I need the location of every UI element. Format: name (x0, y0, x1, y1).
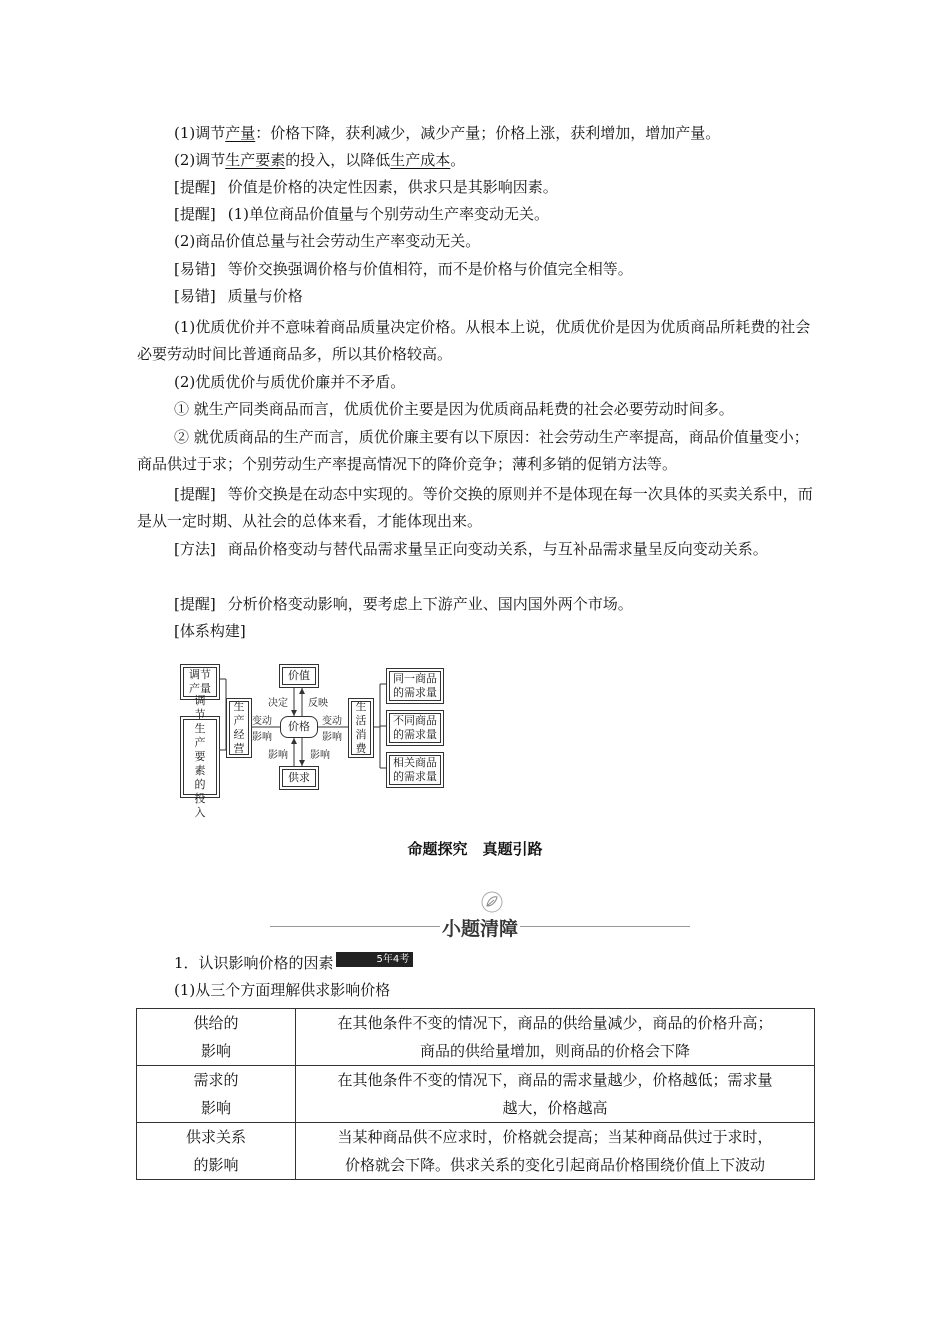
table-row-header: 需求的 影响 (137, 1066, 296, 1123)
para-quality-price: (1)优质优价并不意味着商品质量决定价格。从根本上说，优质优价是因为优质商品所耗费的社会必要劳动时间比普通商品多，所以其价格较高。 (137, 318, 811, 363)
label-change-right: 变动 (322, 716, 342, 727)
para-adjust-output: (1)调节产量：价格下降，获利减少，减少产量；价格上涨，获利增加，增加产量。 (174, 124, 721, 142)
para-error-2: [易错] 质量与价格 (174, 287, 303, 305)
box-price: 价格 (280, 716, 318, 738)
box-production: 生产经营 (226, 698, 252, 758)
box-related-goods-demand: 相关商品的需求量 (386, 752, 444, 788)
box-adjust-output: 调节产量 (180, 664, 220, 700)
label-influence-right: 影响 (322, 732, 342, 743)
para-total-value: (2)商品价值总量与社会劳动生产率变动无关。 (174, 232, 481, 250)
table-cell: 在其他条件不变的情况下，商品的需求量越少，价格越低；需求量 越大，价格越高 (296, 1066, 815, 1123)
para-error-1: [易错] 等价交换强调价格与价值相符，而不是价格与价值完全相等。 (174, 260, 633, 278)
concept-diagram (176, 660, 446, 819)
label-influence-left: 影响 (252, 732, 272, 743)
supply-demand-table (136, 1008, 815, 1180)
label-change-left: 变动 (252, 716, 272, 727)
para-reminder-2: [提醒] (1)单位商品价值量与个别劳动生产率变动无关。 (174, 205, 549, 223)
label-decide: 决定 (268, 698, 288, 709)
para-point-2: ② 就优质商品的生产而言，质优价廉主要有以下原因：社会劳动生产率提高，商品价值量变小；商品供过于求；个别劳动生产率提高情况下的降价竞争；薄利多销的促销方法等。 (137, 428, 809, 473)
label-reflect: 反映 (308, 698, 328, 709)
table-row-header: 供求关系 的影响 (137, 1123, 296, 1180)
box-value: 价值 (279, 664, 319, 688)
table-row (137, 1123, 815, 1180)
banner-title: 小题清障 (441, 918, 518, 940)
para-reminder-3: [提醒] 等价交换是在动态中实现的。等价交换的原则并不是体现在每一次具体的买卖关系中，而是从一定时期、从社会的总体来看，才能体现出来。 (137, 485, 813, 530)
leaf-icon (480, 890, 504, 914)
label-influence-bottom-right: 影响 (310, 750, 330, 761)
frequency-badge: 5年4考 (336, 952, 414, 967)
section-title: 命题探究 真题引路 (407, 840, 543, 858)
box-different-goods-demand: 不同商品的需求量 (386, 710, 444, 746)
label-influence-bottom-left: 影响 (268, 750, 288, 761)
para-no-contradiction: (2)优质优价与质优价廉并不矛盾。 (174, 373, 406, 391)
question-1: 1．认识影响价格的因素 5年4考 (137, 950, 815, 977)
table-row (137, 1066, 815, 1123)
box-supply-demand: 供求 (279, 766, 319, 790)
question-1-sub: (1)从三个方面理解供求影响价格 (174, 981, 391, 999)
box-same-goods-demand: 同一商品的需求量 (386, 668, 444, 704)
table-row (137, 1009, 815, 1066)
table-row-header: 供给的 影响 (137, 1009, 296, 1066)
para-point-1: ① 就生产同类商品而言，优质优价主要是因为优质商品耗费的社会必要劳动时间多。 (174, 400, 734, 418)
para-reminder-4: [提醒] 分析价格变动影响，要考虑上下游产业、国内国外两个市场。 (174, 595, 633, 613)
para-method: [方法] 商品价格变动与替代品需求量呈正向变动关系，与互补品需求量呈反向变动关系。 (174, 540, 768, 558)
banner (270, 888, 690, 948)
para-reminder-1: [提醒] 价值是价格的决定性因素，供求只是其影响因素。 (174, 178, 558, 196)
para-system-build: [体系构建] (174, 622, 246, 640)
table-cell: 当某种商品供不应求时，价格就会提高；当某种商品供过于求时， 价格就会下降。供求关系的变化引起商品价格围绕价值上下波动 (296, 1123, 815, 1180)
table-cell: 在其他条件不变的情况下，商品的供给量减少，商品的价格升高； 商品的供给量增加，则商品的价格会下降 (296, 1009, 815, 1066)
box-consumption: 生活消费 (348, 698, 374, 758)
box-adjust-factors: 调节生产要素的投入 (180, 716, 220, 798)
para-adjust-factors: (2)调节生产要素的投入，以降低生产成本。 (174, 151, 466, 169)
